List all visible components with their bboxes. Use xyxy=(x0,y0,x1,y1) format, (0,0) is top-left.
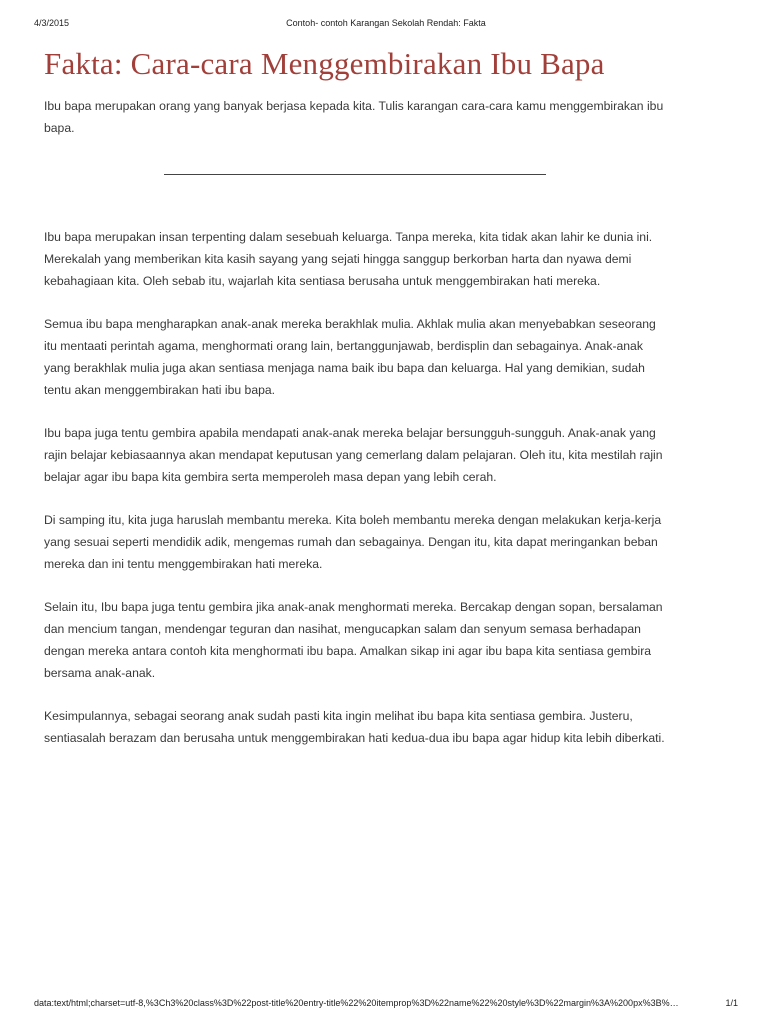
essay-paragraphs xyxy=(44,226,672,749)
print-document-title: Contoh- contoh Karangan Sekolah Rendah: Fakta xyxy=(286,18,486,28)
horizontal-divider xyxy=(164,174,546,175)
essay-paragraph: Selain itu, Ibu bapa juga tentu gembira jika anak-anak menghormati mereka. Bercakap dengan sopan, bersalaman dan mencium tangan, mendengar teguran dan nasihat, mengucapkan salam dan senyum semasa berhadapan dengan mereka antara contoh kita menghormati ibu bapa. Amalkan sikap ini agar ibu bapa kita sentiasa gembira bersama anak-anak. xyxy=(44,600,663,680)
essay-paragraph: Kesimpulannya, sebagai seorang anak sudah pasti kita ingin melihat ibu bapa kita sentiasa gembira. Justeru, sentiasalah berazam dan berusaha untuk menggembirakan hati kedua-dua ibu bapa agar hidup kita lebih diberkati. xyxy=(44,709,665,745)
print-footer xyxy=(34,998,738,1012)
print-header xyxy=(34,18,738,32)
print-page-number: 1/1 xyxy=(725,998,738,1008)
post-intro: Ibu bapa merupakan orang yang banyak berjasa kepada kita. Tulis karangan cara-cara kamu menggembirakan ibu bapa. xyxy=(44,99,664,135)
essay-paragraph: Ibu bapa juga tentu gembira apabila mendapati anak-anak mereka belajar bersungguh-sungguh. Anak-anak yang rajin belajar kebiasaannya akan mendapat keputusan yang cemerlang dalam pelajaran. Oleh itu, kita mestilah rajin belajar agar ibu bapa kita gembira serta memperoleh masa depan yang lebih cerah. xyxy=(44,426,663,484)
print-date: 4/3/2015 xyxy=(34,18,70,28)
essay-paragraph: Semua ibu bapa mengharapkan anak-anak mereka berakhlak mulia. Akhlak mulia akan menyebabkan seseorang itu mentaati perintah agama, menghormati orang lain, bertanggunjawab, berdisplin dan sebagainya. Anak-anak yang berakhlak mulia juga akan sentiasa menjaga nama baik ibu bapa dan keluarga. Hal yang demikian, sudah tentu akan menggembirakan hati ibu bapa. xyxy=(44,317,656,397)
print-source-url: data:text/html;charset=utf-8,%3Ch3%20class%3D%22post-title%20entry-title%22%20itemprop%3D%22name%22%20style%3D%22margin%3A%200px%3B%… xyxy=(34,998,679,1008)
post-body xyxy=(44,95,672,770)
essay-paragraph: Di samping itu, kita juga haruslah membantu mereka. Kita boleh membantu mereka dengan melakukan kerja-kerja yang sesuai seperti mendidik adik, mengemas rumah dan sebagainya. Dengan itu, kita dapat meringankan beban mereka dan ini tentu menggembirakan hati mereka. xyxy=(44,513,662,571)
essay-paragraph: Ibu bapa merupakan insan terpenting dalam sesebuah keluarga. Tanpa mereka, kita tidak akan lahir ke dunia ini. Merekalah yang memberikan kita kasih sayang yang sejati hingga sanggup berkorban harta dan nyawa demi kebahagiaan kita. Oleh sebab itu, wajarlah kita sentiasa berusaha untuk menggembirakan hati mereka. xyxy=(44,230,653,288)
post-title: Fakta: Cara-cara Menggembirakan Ibu Bapa xyxy=(44,46,605,81)
